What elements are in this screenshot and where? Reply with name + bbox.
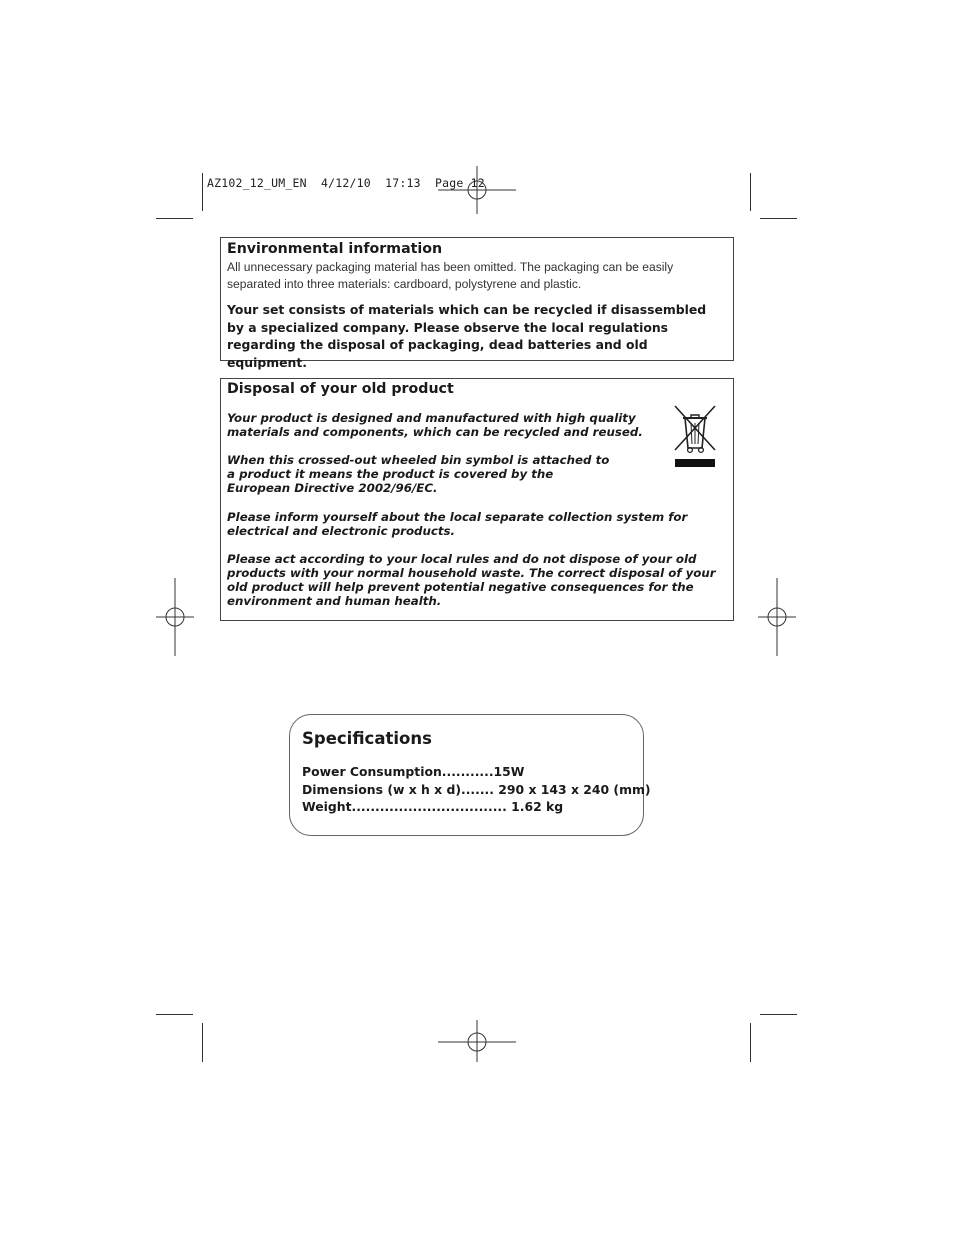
crossed-out-wheeled-bin-icon [673,404,717,468]
environmental-title: Environmental information [227,241,443,257]
environmental-body: All unnecessary packaging material has been omitted. The packaging can be easily separated into three materials: cardboard, polystyrene and plastic. [227,260,674,291]
registration-mark-top [438,166,516,214]
disposal-para-2-line-1: When this crossed-out wheeled bin symbol is attached to [227,453,610,467]
spec-weight: Weight................................. 1.62 kg [302,799,564,814]
disposal-title: Disposal of your old product [227,381,454,397]
disposal-para-3: Please inform yourself about the local separate collection system for electrical and electronic products. [227,510,688,538]
specifications-section [289,714,651,836]
print-slug-line: AZ102_12_UM_EN 4/12/10 17:13 Page 12 [207,176,485,190]
disposal-para-2-line-3: European Directive 2002/96/EC. [227,481,438,495]
environmental-information-section [220,237,734,370]
registration-mark-right [758,578,796,656]
disposal-para-2-line-2: a product it means the product is covered by the [227,467,554,481]
disposal-para-1: Your product is designed and manufactured with high quality materials and components, which can be recycled and reused. [227,411,643,439]
environmental-bold-paragraph: Your set consists of materials which can be recycled if disassembled by a specialized company. Please observe the local regulations regarding the disposal of packaging, dead batteries and old equipment. [227,302,707,370]
specifications-title: Specifications [302,729,432,748]
registration-mark-bottom [438,1020,516,1062]
spec-power-consumption: Power Consumption...........15W [302,764,525,779]
disposal-section [220,378,734,621]
registration-mark-left [156,578,194,656]
disposal-para-4: Please act according to your local rules and do not dispose of your old products with your normal household waste. The correct disposal of your old product will help prevent potential negative consequences for the environment and human health. [227,552,716,608]
spec-dimensions: Dimensions (w x h x d)....... 290 x 143 x 240 (mm) [302,782,651,797]
